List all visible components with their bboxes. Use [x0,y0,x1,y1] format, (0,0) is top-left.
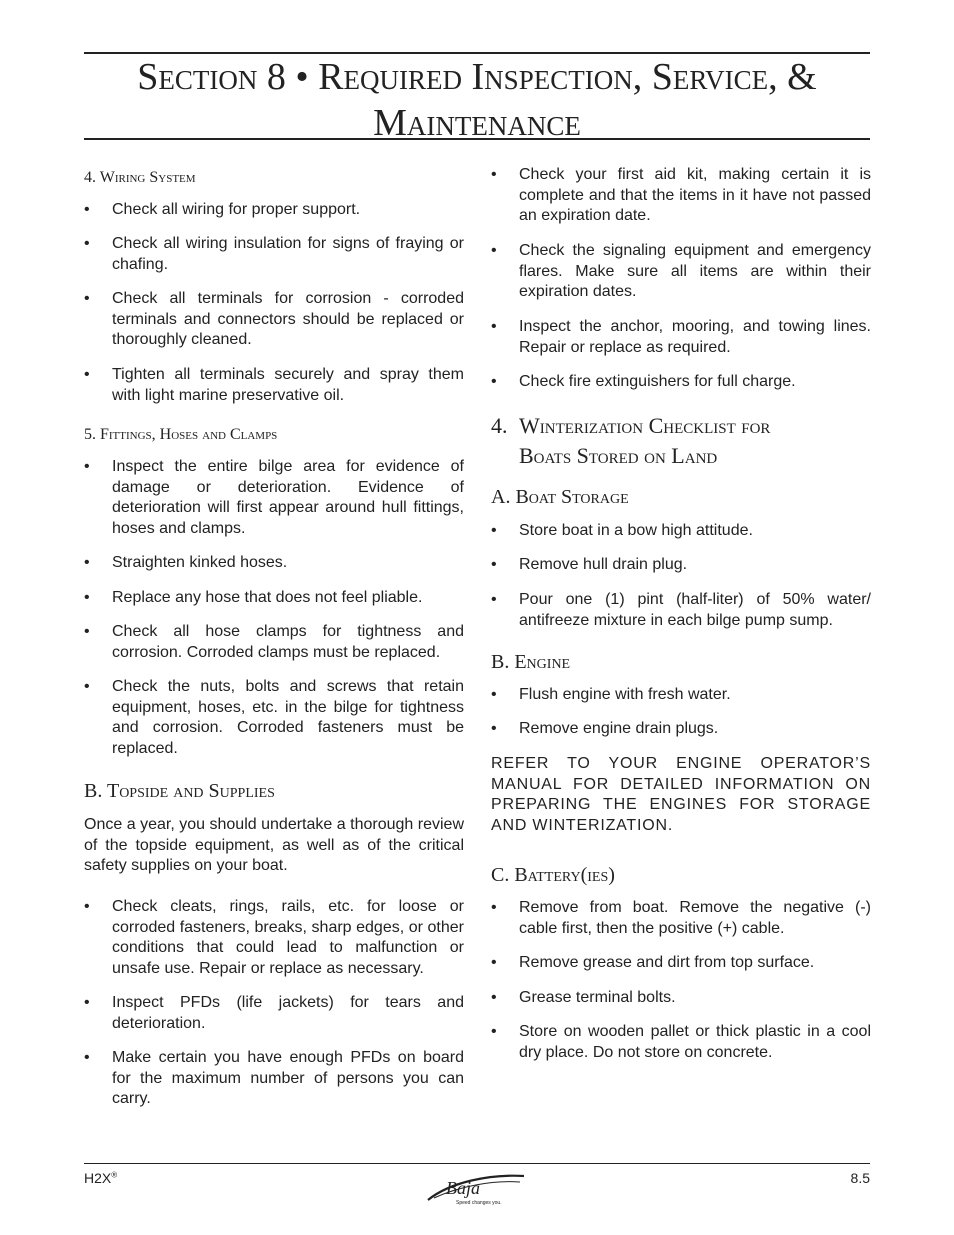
list-item: • Pour one (1) pint (half-liter) of 50% water/ antifreeze mixture in each bilge pump sump. [491,591,871,629]
page-title [84,54,870,146]
list-item: • Inspect PFDs (life jackets) for tears and deterioration. [84,994,464,1032]
wiring-heading: 4. Wiring System [84,169,196,186]
list-item: • Remove from boat. Remove the negative (-) cable first, then the positive (+) cable. [491,899,871,937]
list-item: • Straighten kinked hoses. [84,554,288,571]
topside-intro: Once a year, you should undertake a thorough review of the topside equipment, as well as of the critical safety supplies on your boat. [84,816,464,874]
list-item: • Check your first aid kit, making certain it is complete and that the items in it have not passed an expiration date. [491,166,871,224]
header-bottom-rule [84,138,870,140]
boat-storage-heading: A. Boat Storage [491,486,629,508]
list-item: • Inspect the entire bilge area for evidence of damage or deterioration. Evidence of deterioration will first appear around hull fittings, hoses and clamps. [84,458,464,537]
engine-note: REFER TO YOUR ENGINE OPERATOR’S MANUAL FOR DETAILED INFORMATION ON PREPARING THE ENGINES FOR STORAGE AND WINTERIZATION. [491,755,871,834]
list-item: • Remove engine drain plugs. [491,720,719,737]
logo-tagline: Speed changes you. [456,1200,502,1206]
list-item: • Make certain you have enough PFDs on board for the maximum number of persons you can carry. [84,1049,464,1107]
list-item: • Check cleats, rings, rails, etc. for loose or corroded fasteners, breaks, sharp edges, or other conditions that could lead to malfunction or unsafe use. Repair or replace as necessary. [84,898,464,977]
page-number: 8.5 [850,1170,870,1186]
list-item: • Check all terminals for corrosion - corroded terminals and connectors should be replaced or thoroughly cleaned. [84,290,464,348]
baja-logo-icon [420,1170,530,1206]
list-item: • Flush engine with fresh water. [491,686,731,703]
list-item: • Check all wiring insulation for signs of fraying or chafing. [84,235,464,273]
footer-model: H2X® [84,1170,118,1186]
list-item: • Remove hull drain plug. [491,556,688,573]
list-item: • Tighten all terminals securely and spray them with light marine preservative oil. [84,366,464,404]
list-item: • Check all wiring for proper support. [84,201,361,218]
logo-word: Baja [446,1178,480,1198]
list-item: • Store on wooden pallet or thick plastic in a cool dry place. Do not store on concrete. [491,1023,871,1061]
title-line-2: Maintenance [373,102,581,144]
title-line-1: Section 8 • Required Inspection, Service, & [137,56,817,98]
list-item: • Check all hose clamps for tightness and corrosion. Corroded clamps must be replaced. [84,623,464,661]
list-item: • Check fire extinguishers for full charge. [491,373,796,390]
list-item: • Replace any hose that does not feel pliable. [84,589,423,606]
list-item: • Grease terminal bolts. [491,989,676,1006]
fittings-heading: 5. Fittings, Hoses and Clamps [84,426,278,443]
list-item: • Remove grease and dirt from top surface. [491,954,815,971]
list-item: • Inspect the anchor, mooring, and towing lines. Repair or replace as required. [491,318,871,356]
list-item: • Check the nuts, bolts and screws that retain equipment, hoses, etc. in the bilge for tightness and corrosion. Corroded fasteners must be replaced. [84,678,464,757]
list-item: • Check the signaling equipment and emergency flares. Make sure all items are within their expiration dates. [491,242,871,300]
winterization-heading: 4. Winterization Checklist for Boats Stored on Land [491,413,771,468]
battery-heading: C. Battery(ies) [491,864,615,886]
list-item: • Store boat in a bow high attitude. [491,522,753,539]
engine-heading: B. Engine [491,651,571,673]
topside-heading: B. Topside and Supplies [84,780,275,802]
footer-rule [84,1163,870,1164]
